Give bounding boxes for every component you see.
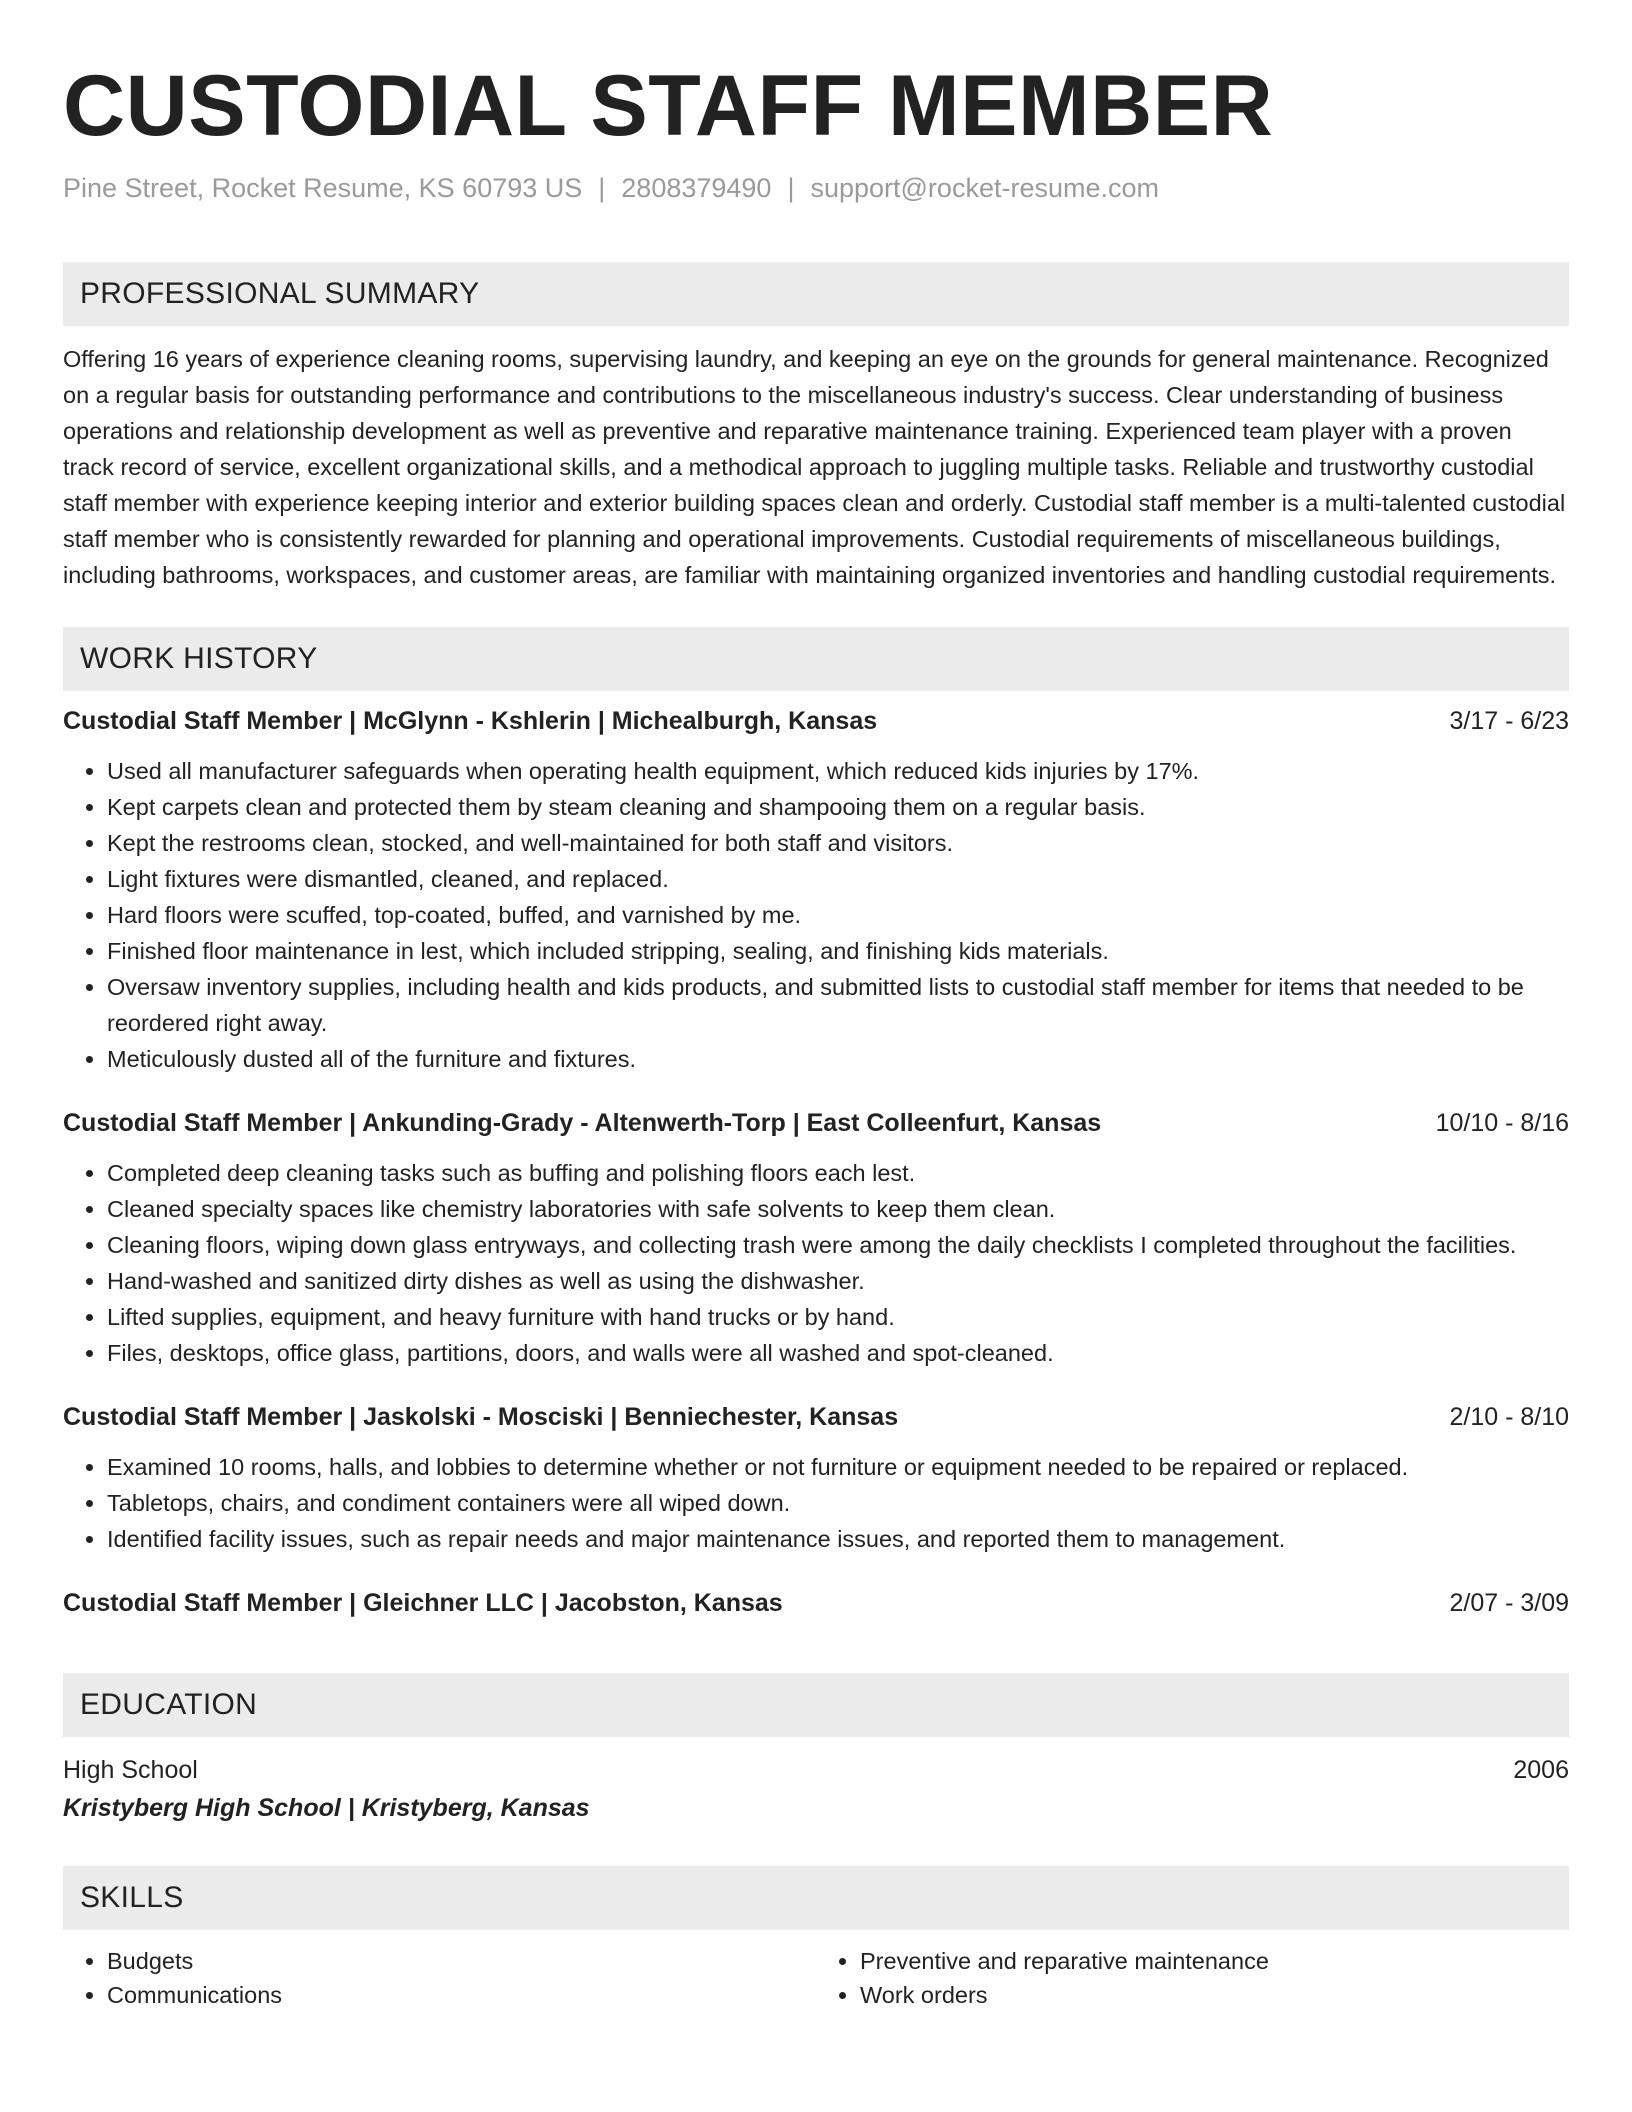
job-duty: • Identified facility issues, such as repair needs and major maintenance issues, and reported them to management. bbox=[107, 1521, 1569, 1557]
skill-item: • Preventive and reparative maintenance bbox=[860, 1944, 1569, 1978]
contact-line bbox=[63, 172, 1569, 204]
contact-phone: 2808379490 bbox=[621, 173, 772, 203]
job-duty: • Completed deep cleaning tasks such as buffing and polishing floors each lest. bbox=[107, 1155, 1569, 1191]
job-dates: 2/10 - 8/10 bbox=[1449, 1403, 1569, 1431]
job-duty: • Lifted supplies, equipment, and heavy furniture with hand trucks or by hand. bbox=[107, 1299, 1569, 1335]
job-duty: • Finished floor maintenance in lest, which included stripping, sealing, and finishing kids materials. bbox=[107, 933, 1569, 969]
job-duties-list bbox=[63, 1449, 1569, 1557]
job-entry bbox=[63, 1399, 1569, 1557]
section-heading-summary: PROFESSIONAL SUMMARY bbox=[63, 262, 1569, 326]
job-title: Custodial Staff Member | McGlynn - Kshlerin | Michealburgh, Kansas bbox=[63, 707, 878, 735]
job-header bbox=[63, 1399, 1569, 1435]
skills-column-left bbox=[63, 1944, 816, 2012]
job-duty: • Light fixtures were dismantled, cleaned, and replaced. bbox=[107, 861, 1569, 897]
job-duty: • Meticulously dusted all of the furniture and fixtures. bbox=[107, 1041, 1569, 1077]
job-duties-list bbox=[63, 1155, 1569, 1371]
job-title: Custodial Staff Member | Gleichner LLC | Jacobston, Kansas bbox=[63, 1589, 783, 1617]
job-duty: • Hand-washed and sanitized dirty dishes as well as using the dishwasher. bbox=[107, 1263, 1569, 1299]
job-duty: • Examined 10 rooms, halls, and lobbies to determine whether or not furniture or equipment needed to be repaired or replaced. bbox=[107, 1449, 1569, 1485]
job-dates: 3/17 - 6/23 bbox=[1449, 707, 1569, 735]
section-heading-skills: SKILLS bbox=[63, 1866, 1569, 1930]
contact-separator: | bbox=[787, 173, 795, 203]
job-header bbox=[63, 1105, 1569, 1141]
skills-list bbox=[63, 1944, 1569, 2012]
job-dates: 2/07 - 3/09 bbox=[1449, 1589, 1569, 1617]
job-duty: • Cleaned specialty spaces like chemistry laboratories with safe solvents to keep them clean. bbox=[107, 1191, 1569, 1227]
skills-column-right bbox=[816, 1944, 1569, 2012]
education-school: Kristyberg High School | Kristyberg, Kansas bbox=[63, 1794, 590, 1822]
skill-item: • Communications bbox=[107, 1978, 816, 2012]
summary-text: Offering 16 years of experience cleaning rooms, supervising laundry, and keeping an eye on the grounds for general maintenance. Recognized on a regular basis for outstanding performance and contributions to the miscellaneous industry's success. Clear understanding of business operations and relationship development as well as preventive and reparative maintenance training. Experienced team player with a proven track record of service, excellent organizational skills, and a methodical approach to juggling multiple tasks. Reliable and trustworthy custodial staff member with experience keeping interior and exterior building spaces clean and orderly. Custodial staff member is a multi-talented custodial staff member who is consistently rewarded for planning and operational improvements. Custodial requirements of miscellaneous buildings, including bathrooms, workspaces, and customer areas, are familiar with maintaining organized inventories and handling custodial requirements. bbox=[63, 346, 1566, 588]
job-title: Custodial Staff Member | Jaskolski - Mosciski | Benniechester, Kansas bbox=[63, 1403, 899, 1431]
job-entry bbox=[63, 1105, 1569, 1371]
skill-item: • Budgets bbox=[107, 1944, 816, 1978]
education-degree: High School bbox=[63, 1756, 198, 1784]
contact-address: Pine Street, Rocket Resume, KS 60793 US bbox=[63, 173, 583, 203]
job-entry bbox=[63, 703, 1569, 1077]
contact-email: support@rocket-resume.com bbox=[810, 173, 1159, 203]
section-heading-work-history: WORK HISTORY bbox=[63, 627, 1569, 691]
section-heading-education: EDUCATION bbox=[63, 1673, 1569, 1737]
contact-separator: | bbox=[598, 173, 606, 203]
job-dates: 10/10 - 8/16 bbox=[1435, 1109, 1569, 1137]
job-duty: • Hard floors were scuffed, top-coated, buffed, and varnished by me. bbox=[107, 897, 1569, 933]
job-title: Custodial Staff Member | Ankunding-Grady - Altenwerth-Torp | East Colleenfurt, Kansas bbox=[63, 1109, 1102, 1137]
education-year: 2006 bbox=[1513, 1756, 1569, 1784]
skill-item: • Work orders bbox=[860, 1978, 1569, 2012]
job-duty: • Kept the restrooms clean, stocked, and well-maintained for both staff and visitors. bbox=[107, 825, 1569, 861]
job-entry bbox=[63, 1585, 1569, 1621]
job-duty: • Oversaw inventory supplies, including health and kids products, and submitted lists to custodial staff member for items that needed to be reordered right away. bbox=[107, 969, 1569, 1041]
job-duty: • Files, desktops, office glass, partitions, doors, and walls were all washed and spot-cleaned. bbox=[107, 1335, 1569, 1371]
job-duties-list bbox=[63, 753, 1569, 1077]
job-duty: • Kept carpets clean and protected them by steam cleaning and shampooing them on a regular basis. bbox=[107, 789, 1569, 825]
candidate-name: CUSTODIAL STAFF MEMBER bbox=[63, 58, 1274, 154]
job-duty: • Used all manufacturer safeguards when operating health equipment, which reduced kids injuries by 17%. bbox=[107, 753, 1569, 789]
work-history-list bbox=[63, 703, 1569, 1621]
education-row bbox=[63, 1752, 1569, 1788]
job-header bbox=[63, 1585, 1569, 1621]
job-header bbox=[63, 703, 1569, 739]
job-duty: • Cleaning floors, wiping down glass entryways, and collecting trash were among the daily checklists I completed throughout the facilities. bbox=[107, 1227, 1569, 1263]
job-duty: • Tabletops, chairs, and condiment containers were all wiped down. bbox=[107, 1485, 1569, 1521]
